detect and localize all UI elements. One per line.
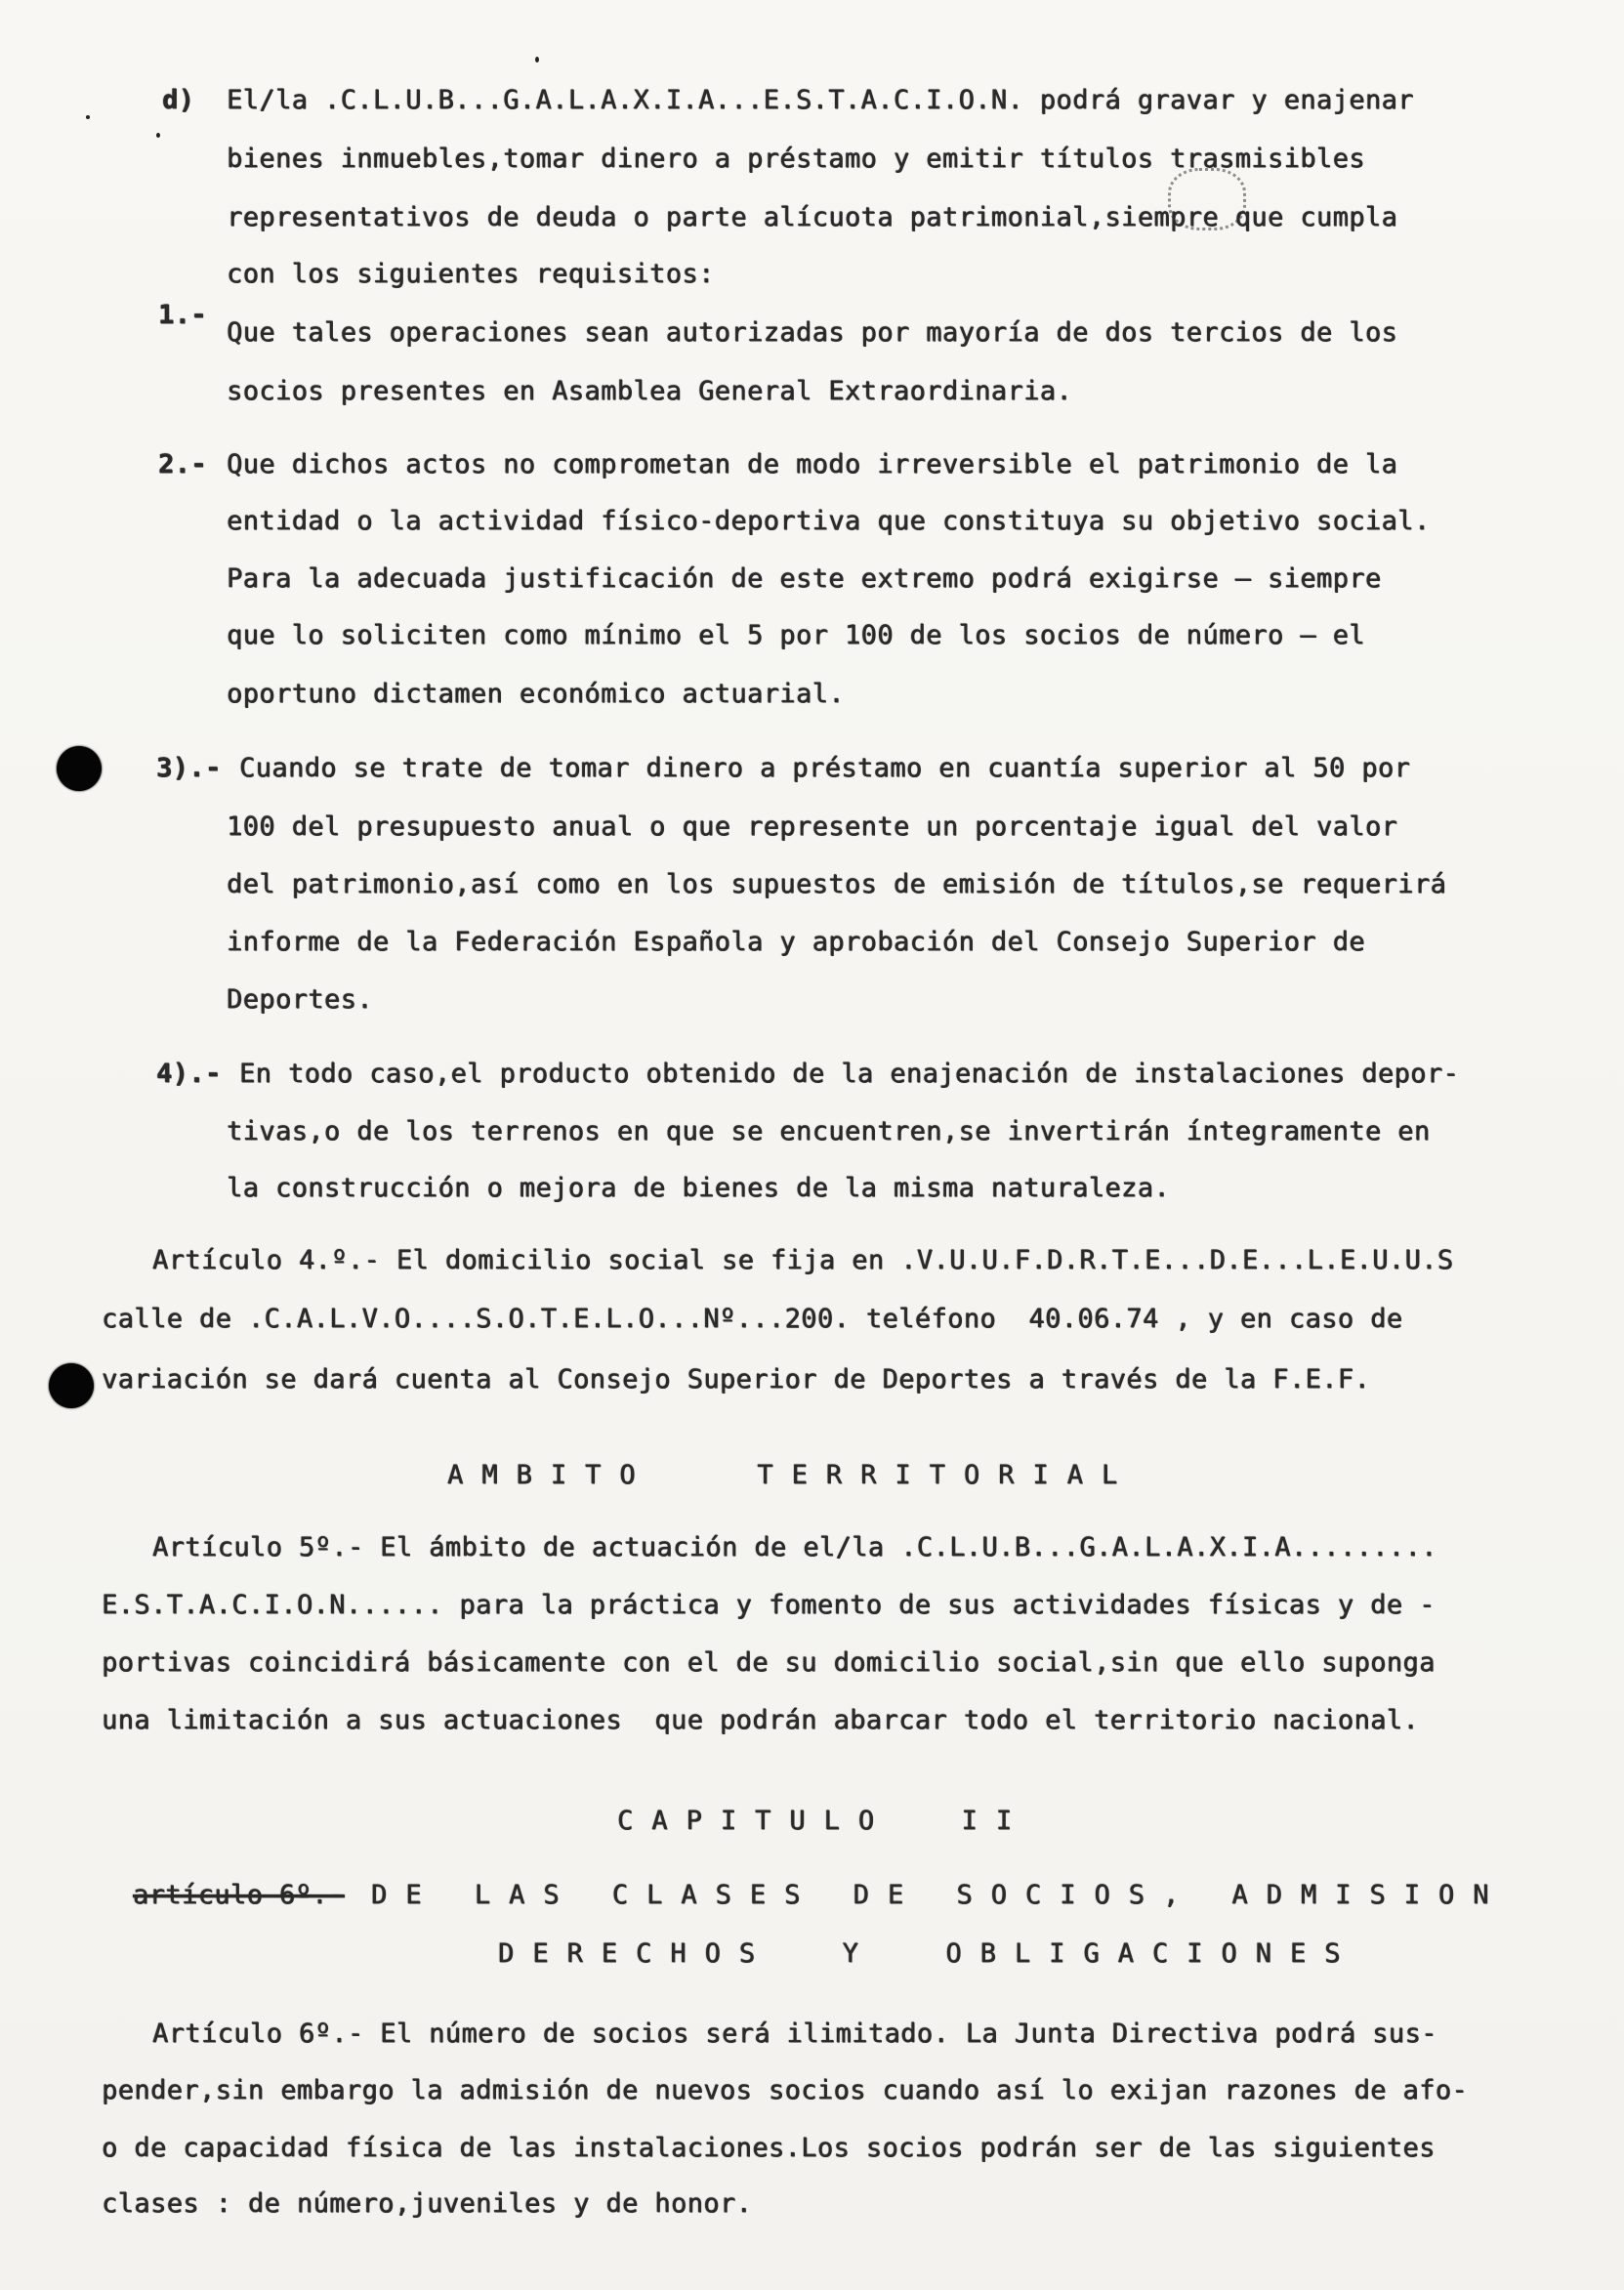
requisito-3-number: 3).- (156, 753, 222, 783)
capitulo-title-line-1: DE LAS CLASES DE SOCIOS, ADMISION (371, 1880, 1508, 1910)
item-d-line-4: con los siguientes requisitos: (227, 259, 715, 289)
articulo-4-line-1: Artículo 4.º.- El domicilio social se fija en .V.U.U.F.D.R.T.E...D.E...L.E.U.U.S (152, 1245, 1454, 1275)
articulo-6-line-4: clases : de número,juveniles y de honor. (102, 2188, 753, 2219)
articulo-5-line-2: E.S.T.A.C.I.O.N...... para la práctica y fomento de sus actividades físicas y de - (102, 1590, 1436, 1620)
punch-hole-bottom (49, 1363, 94, 1408)
requisito-2-line-3: Para la adecuada justificación de este extremo podrá exigirse — siempre (227, 563, 1382, 594)
item-d-line-2: bienes inmuebles,tomar dinero a préstamo y emitir títulos trasmisibles (227, 144, 1365, 174)
requisito-3-line-1: Cuando se trate de tomar dinero a préstamo en cuantía superior al 50 por (239, 753, 1411, 783)
speck-mark (535, 57, 539, 62)
ambito-territorial-heading: AMBITO TERRITORIAL (447, 1460, 1137, 1490)
requisito-2-line-5: oportuno dictamen económico actuarial. (227, 679, 845, 709)
capitulo-heading: CAPITULO II (617, 1806, 1031, 1836)
requisito-3-line-5: Deportes. (227, 984, 373, 1015)
requisito-4-line-2: tivas,o de los terrenos en que se encuentren,se invertirán íntegramente en (227, 1116, 1431, 1146)
articulo-4-line-3: variación se dará cuenta al Consejo Superior de Deportes a través de la F.E.F. (102, 1364, 1371, 1395)
requisito-4-line-1: En todo caso,el producto obtenido de la enajenación de instalaciones depor- (239, 1059, 1460, 1089)
requisito-1-line-1: Que tales operaciones sean autorizadas por mayoría de dos tercios de los (227, 317, 1398, 348)
requisito-3-line-3: del patrimonio,así como en los supuestos de emisión de títulos,se requerirá (227, 869, 1447, 899)
requisito-1-number: 1.- (158, 300, 207, 330)
item-d-label: d) (162, 85, 195, 115)
articulo-6-line-2: pender,sin embargo la admisión de nuevos socios cuando así lo exijan razones de afo- (102, 2075, 1469, 2105)
requisito-2-line-1: Que dichos actos no comprometan de modo irreversible el patrimonio de la (227, 449, 1398, 479)
item-d-line-1: El/la .C.L.U.B...G.A.L.A.X.I.A...E.S.T.A.C.I.O.N. podrá gravar y enajenar (227, 85, 1414, 115)
item-d-line-3: representativos de deuda o parte alícuota patrimonial,siempre que cumpla (227, 202, 1398, 232)
articulo-5-line-3: portivas coincidirá básicamente con el de su domicilio social,sin que ello suponga (102, 1647, 1436, 1678)
requisito-1-line-2: socios presentes en Asamblea General Extraordinaria. (227, 376, 1073, 406)
requisito-3-line-4: informe de la Federación Española y aprobación del Consejo Superior de (227, 927, 1365, 957)
requisito-3-line-2: 100 del presupuesto anual o que represente un porcentaje igual del valor (227, 812, 1398, 842)
articulo-6-line-1: Artículo 6º.- El número de socios será ilimitado. La Junta Directiva podrá sus- (152, 2019, 1437, 2049)
punch-hole-top (57, 746, 102, 791)
capitulo-title-struck-text: artículo 6º.- (133, 1880, 345, 1910)
requisito-2-line-4: que lo soliciten como mínimo el 5 por 100 de los socios de número — el (227, 620, 1365, 650)
articulo-5-line-4: una limitación a sus actuaciones que podrán abarcar todo el territorio nacional. (102, 1705, 1420, 1735)
requisito-4-number: 4).- (156, 1059, 222, 1089)
requisito-4-line-3: la construcción o mejora de bienes de la misma naturaleza. (227, 1173, 1171, 1203)
articulo-4-line-2: calle de .C.A.L.V.O....S.O.T.E.L.O...Nº...200. teléfono 40.06.74 , y en caso de (102, 1304, 1403, 1334)
articulo-5-line-1: Artículo 5º.- El ámbito de actuación de el/la .C.L.U.B...G.A.L.A.X.I.A......... (152, 1532, 1437, 1562)
requisito-2-number: 2.- (158, 449, 207, 479)
speck-mark (86, 115, 90, 119)
capitulo-title-line-2: DERECHOS Y OBLIGACIONES (498, 1938, 1359, 1969)
speck-mark (156, 133, 160, 138)
requisito-2-line-2: entidad o la actividad físico-deportiva que constituya su objetivo social. (227, 506, 1431, 536)
articulo-6-line-3: o de capacidad física de las instalaciones.Los socios podrán ser de las siguientes (102, 2133, 1436, 2163)
